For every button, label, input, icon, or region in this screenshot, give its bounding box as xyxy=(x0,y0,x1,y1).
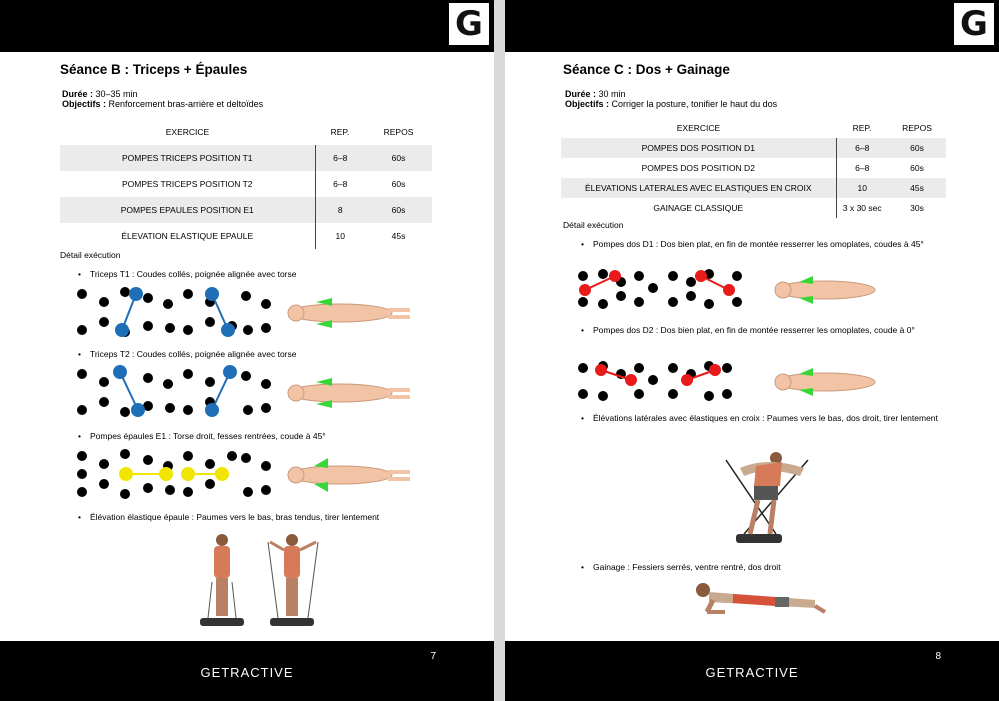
body-figure-icon xyxy=(288,458,410,492)
page-header xyxy=(505,0,999,52)
header-exercise: EXERCICE xyxy=(165,126,210,137)
detail-heading: Détail exécution xyxy=(563,220,624,230)
table-row: POMPES TRICEPS POSITION T2 6–8 60s xyxy=(60,171,432,197)
header-exercise: EXERCICE xyxy=(676,122,721,133)
body-figure-icon xyxy=(288,298,410,328)
bullet-lateral-raises: • Élévations latérales avec élastiques en croix : Paumes vers le bas, dos droit, tirer lentement xyxy=(593,412,953,424)
table-header-row xyxy=(561,117,946,138)
page-footer xyxy=(0,641,494,701)
body-figure-icon xyxy=(775,368,875,396)
body-figure-icon xyxy=(288,378,410,408)
duration: Durée : 30–35 min xyxy=(62,89,138,99)
body-figure-icon xyxy=(775,276,875,304)
lateral-raise-illustration xyxy=(720,446,820,550)
session-title: Séance C : Dos + Gainage xyxy=(563,62,730,77)
header-reps: REP. xyxy=(330,126,350,137)
exercise-table xyxy=(561,117,946,218)
brand-logo: G xyxy=(954,3,994,45)
board-diagram-shoulders-e1 xyxy=(70,446,420,504)
table-header-row xyxy=(60,118,432,145)
bullet-back-d1: • Pompes dos D1 : Dos bien plat, en fin de montée resserrer les omoplates, coudes à 45° xyxy=(593,238,953,250)
table-row: ÉLEVATIONS LATERALES AVEC ELASTIQUES EN CROIX 10 45s xyxy=(561,178,946,198)
bullet-triceps-t2: • Triceps T2 : Coudes collés, poignée alignée avec torse xyxy=(90,348,296,360)
header-rest: REPOS xyxy=(383,126,414,137)
table-row: POMPES EPAULES POSITION E1 8 60s xyxy=(60,197,432,223)
board-diagram-back-d1 xyxy=(575,268,895,312)
table-row: ÉLEVATION ELASTIQUE EPAULE 10 45s xyxy=(60,223,432,249)
header-rest: REPOS xyxy=(902,122,932,133)
brand-logo: G xyxy=(449,3,489,45)
board-diagram-back-d2 xyxy=(575,360,895,404)
page-header xyxy=(0,0,494,52)
bullet-back-d2: • Pompes dos D2 : Dos bien plat, en fin de montée resserrer les omoplates, coude à 0° xyxy=(593,324,953,336)
exercise-table xyxy=(60,118,432,249)
elastic-shoulder-illustration xyxy=(190,530,330,634)
detail-heading: Détail exécution xyxy=(60,250,121,260)
bullet-plank: • Gainage : Fessiers serrés, ventre rentré, dos droit xyxy=(593,561,781,573)
page-number: 8 xyxy=(935,651,941,662)
header-reps: REP. xyxy=(852,122,872,133)
board-diagram-triceps-t2 xyxy=(70,364,420,422)
page-number: 7 xyxy=(430,651,436,662)
table-row: POMPES DOS POSITION D2 6–8 60s xyxy=(561,158,946,178)
bullet-shoulders-e1: • Pompes épaules E1 : Torse droit, fesses rentrées, coude à 45° xyxy=(90,430,326,442)
bullet-triceps-t1: • Triceps T1 : Coudes collés, poignée alignée avec torse xyxy=(90,268,296,280)
table-row: POMPES DOS POSITION D1 6–8 60s xyxy=(561,138,946,158)
footer-brand: GETRACTIVE xyxy=(200,665,294,680)
session-title: Séance B : Triceps + Épaules xyxy=(60,62,248,77)
plank-illustration xyxy=(685,578,835,620)
page-7 xyxy=(0,0,494,701)
objectives: Objectifs : Renforcement bras-arrière et deltoïdes xyxy=(62,99,264,109)
page-8 xyxy=(505,0,999,701)
bullet-elastic-shoulder: • Élévation élastique épaule : Paumes vers le bas, bras tendus, tirer lentement xyxy=(90,511,379,523)
board-diagram-triceps-t1 xyxy=(70,284,420,342)
footer-brand: GETRACTIVE xyxy=(705,665,799,680)
table-row: POMPES TRICEPS POSITION T1 6–8 60s xyxy=(60,145,432,171)
duration: Durée : 30 min xyxy=(565,89,626,99)
objectives: Objectifs : Corriger la posture, tonifier le haut du dos xyxy=(565,99,778,109)
table-row: GAINAGE CLASSIQUE 3 x 30 sec 30s xyxy=(561,198,946,218)
page-footer xyxy=(505,641,999,701)
